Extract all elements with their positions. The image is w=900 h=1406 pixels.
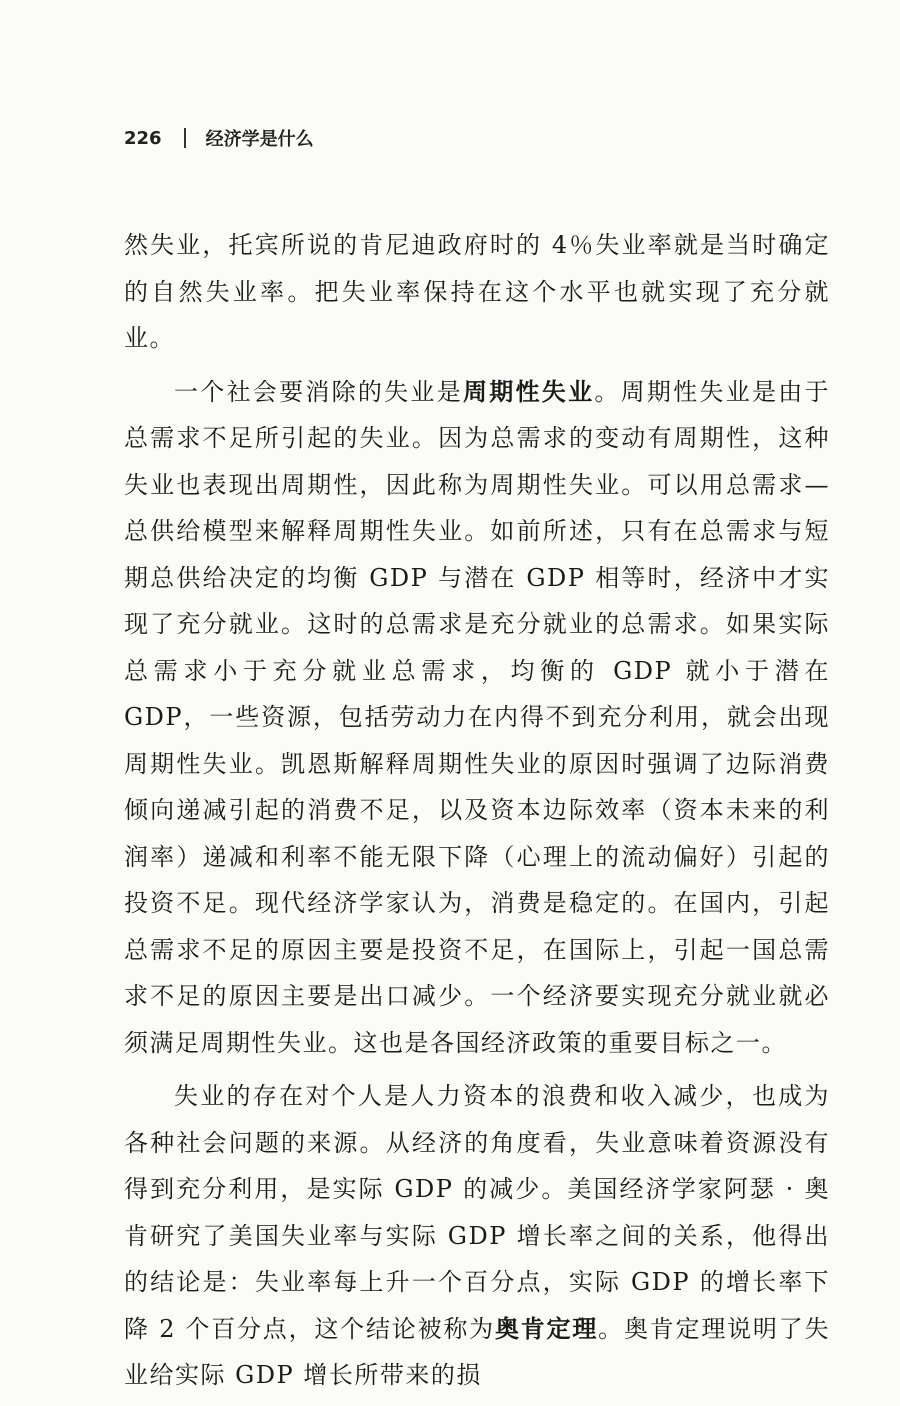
page-body — [124, 222, 830, 1406]
paragraph-3 — [124, 1073, 830, 1399]
paragraph-2 — [124, 369, 830, 1067]
text-segment: 一个社会要消除的失业是 — [174, 377, 463, 406]
page-number: 226 — [124, 127, 162, 149]
text-segment: 然失业，托宾所说的肯尼迪政府时的 4％失业率就是当时确定的自然失业率。把失业率保持在这个水平也就实现了充分就业。 — [124, 231, 830, 352]
key-term-okuns-law: 奥肯定理 — [494, 1314, 599, 1343]
book-title: 经济学是什么 — [205, 129, 314, 150]
header-divider — [184, 128, 186, 148]
key-term-cyclical-unemployment: 周期性失业 — [462, 377, 595, 406]
text-segment: 失业的存在对个人是人力资本的浪费和收入减少，也成为各种社会问题的来源。从经济的角度看，失业意味着资源没有得到充分利用，是实际 GDP 的减少。美国经济学家阿瑟 · 奥肯研究了美国失业率与实际 GDP 增长率之间的关系，他得出的结论是：失业率每上升一个百分点，实际 GDP 的增长率下降 2 个百分点，这个结论被称为 — [124, 1082, 830, 1343]
running-header — [124, 125, 314, 151]
paragraph-1 — [124, 222, 830, 362]
text-segment: 。奥肯定理说明了失业给实际 GDP 增长所带来的损 — [124, 1314, 831, 1389]
text-segment: 。周期性失业是由于总需求不足所引起的失业。因为总需求的变动有周期性，这种失业也表现出周期性，因此称为周期性失业。可以用总需求—总供给模型来解释周期性失业。如前所述，只有在总需求与短期总供给决定的均衡 GDP 与潜在 GDP 相等时，经济中才实现了充分就业。这时的总需求是充分就业的总需求。如果实际总需求小于充分就业总需求，均衡的 GDP 就小于潜在 GDP，一些资源，包括劳动力在内得不到充分利用，就会出现周期性失业。凯恩斯解释周期性失业的原因时强调了边际消费倾向递减引起的消费不足，以及资本边际效率（资本未来的利润率）递减和利率不能无限下降（心理上的流动偏好）引起的投资不足。现代经济学家认为，消费是稳定的。在国内，引起总需求不足的原因主要是投资不足，在国际上，引起一国总需求不足的原因主要是出口减少。一个经济要实现充分就业就必须满足周期性失业。这也是各国经济政策的重要目标之一。 — [124, 377, 831, 1057]
